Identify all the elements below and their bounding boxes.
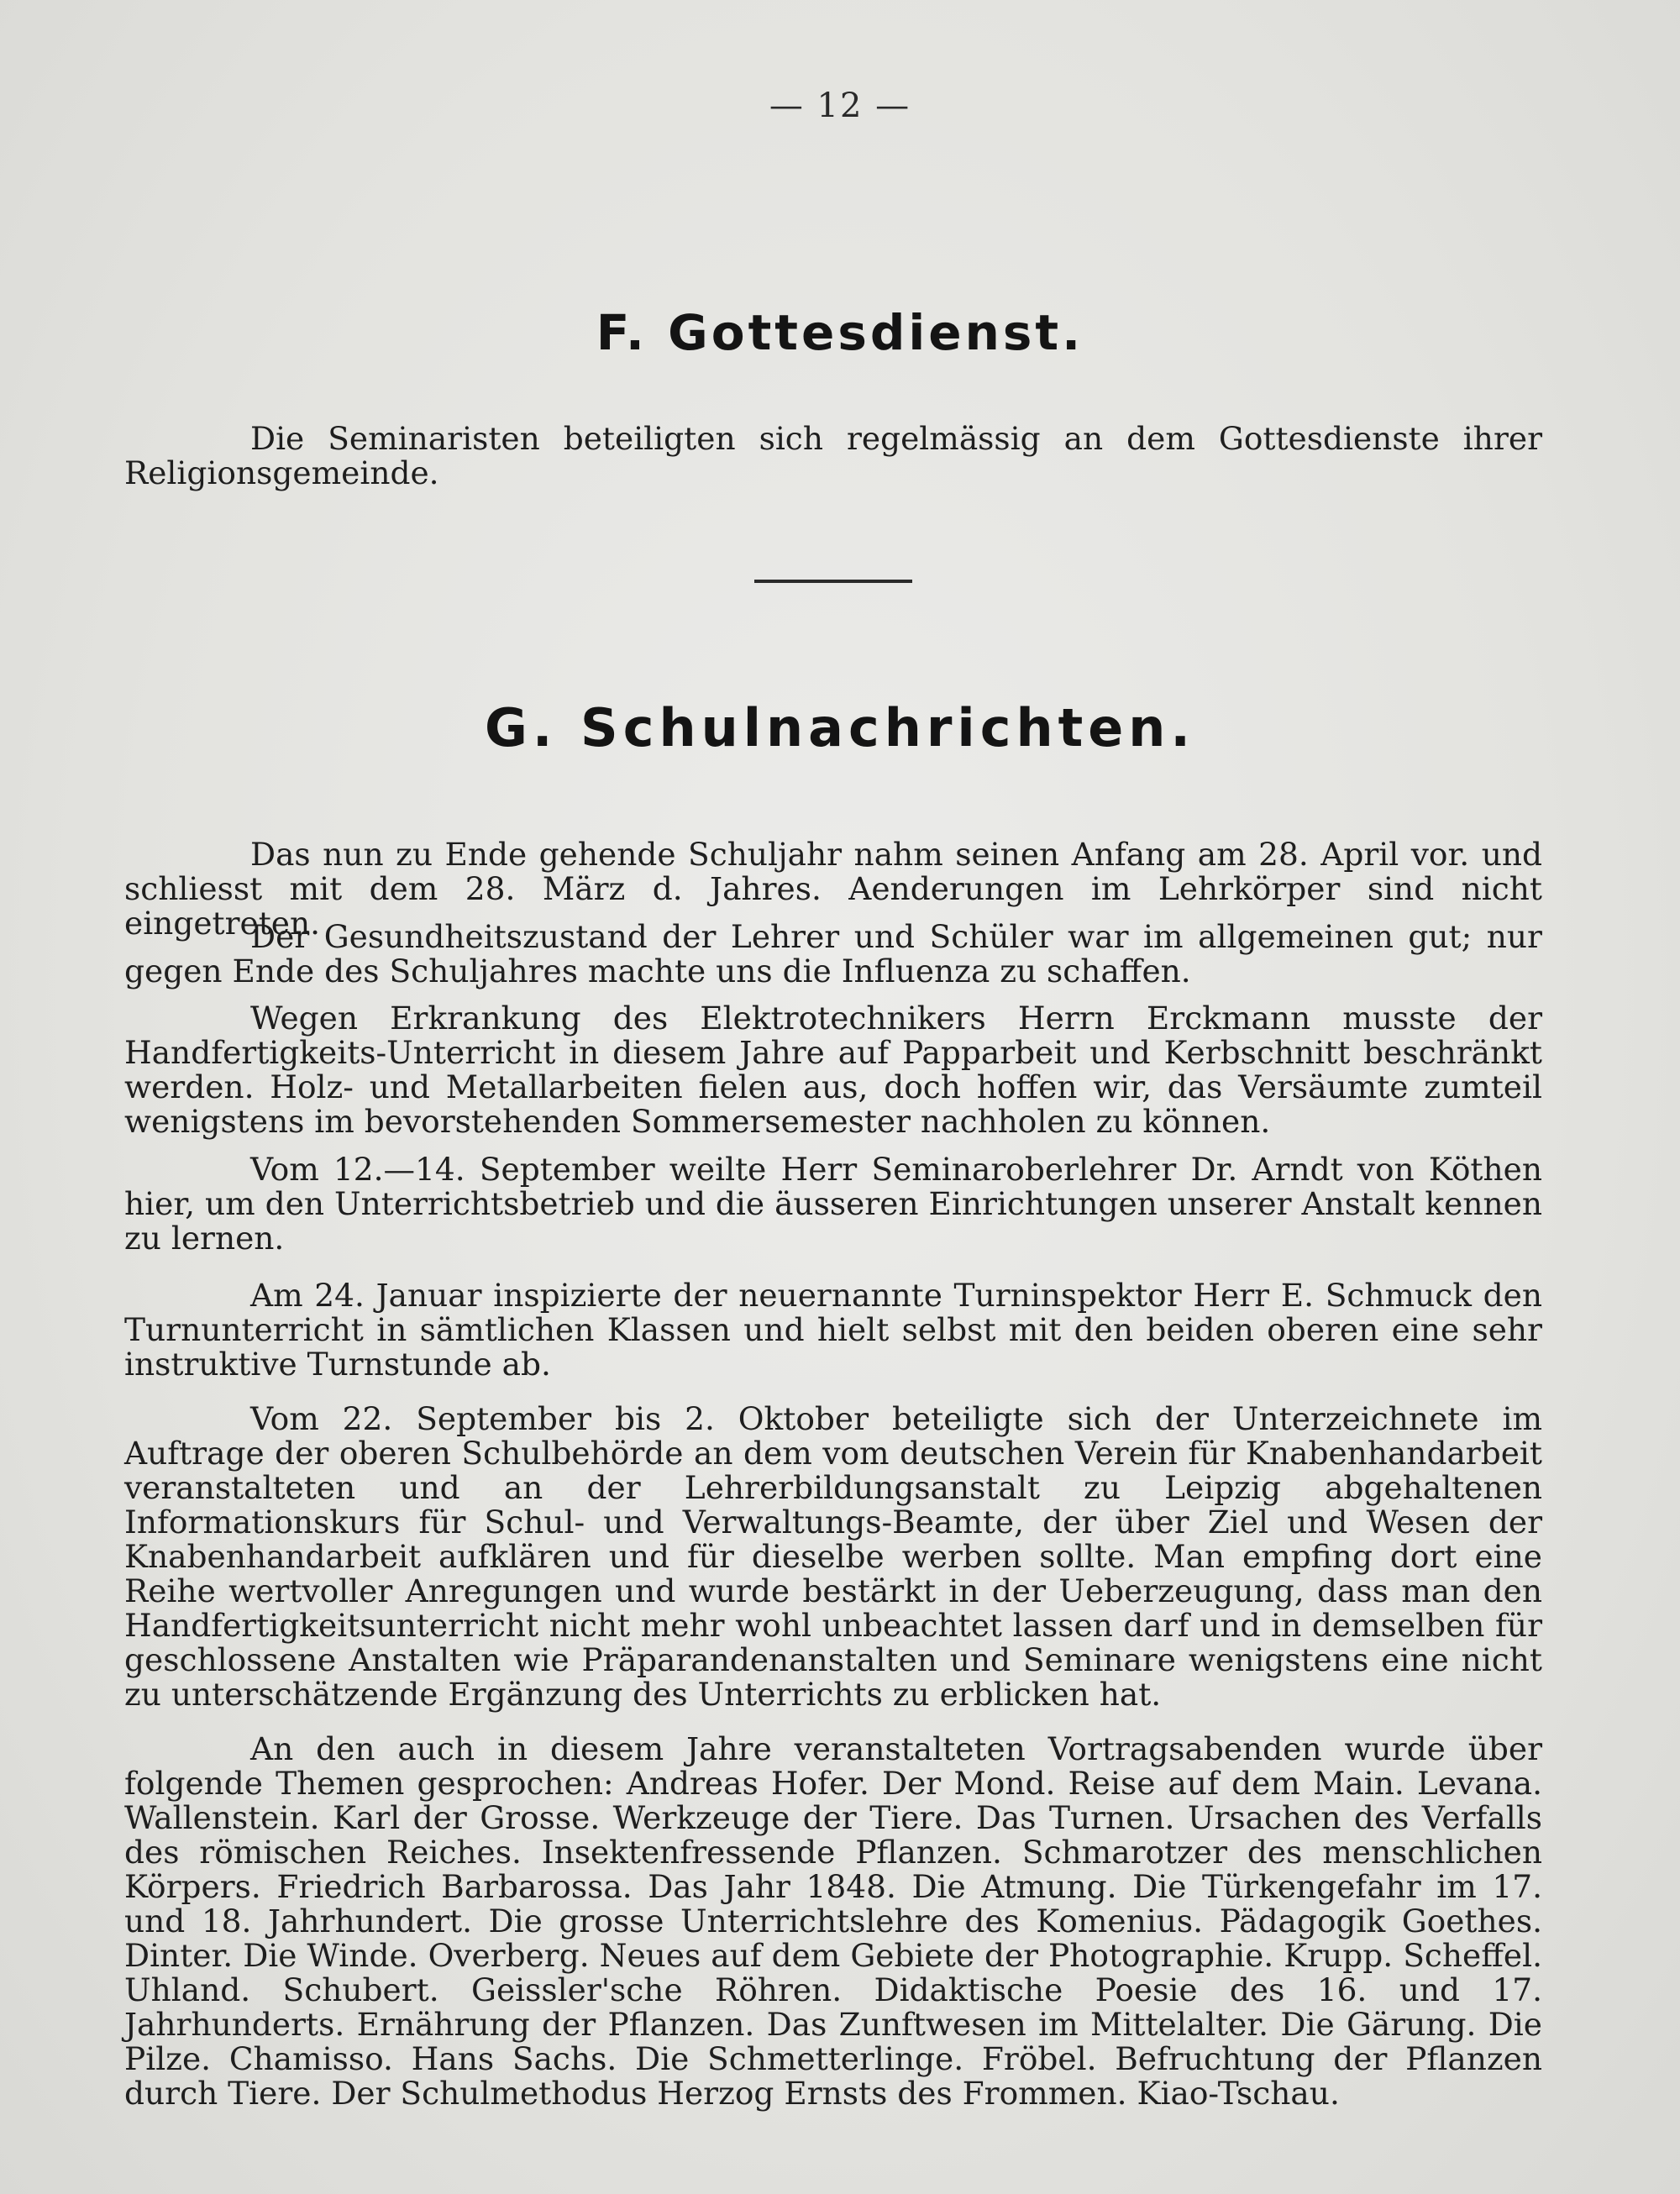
inspection-paragraph: Am 24. Januar inspizierte der neuernannte Turninspektor Herr E. Schmuck den Turnunterricht in sämtlichen Klassen und hielt selbst mit den beiden oberen eine sehr instruktive Turnstunde ab. [124,1277,1542,1383]
visit-paragraph: Vom 12.—14. September weilte Herr Seminaroberlehrer Dr. Arndt von Köthen hier, um den Unterrichtsbetrieb und die äusseren Einrichtungen unserer Anstalt kennen zu lernen. [124,1151,1542,1257]
page-number: — 12 — [769,87,911,125]
lectures-paragraph: An den auch in diesem Jahre veranstalteten Vortragsabenden wurde über folgende Themen gesprochen: Andreas Hofer. Der Mond. Reise auf dem Main. Levana. Wallenstein. Karl der Grosse. Werkzeuge der Tiere. Das Turnen. Ursachen des Verfalls des römischen Reiches. Insektenfressende Pflanzen. Schmarotzer des menschlichen Körpers. Friedrich Barbarossa. Das Jahr 1848. Die Atmung. Die Türkengefahr im 17. und 18. Jahrhundert. Die grosse Unterrichtslehre des Komenius. Pädagogik Goethes. Dinter. Die Winde. Overberg. Neues auf dem Gebiete der Photographie. Krupp. Scheffel. Uhland. Schubert. Geissler'sche Röhren. Didaktische Poesie des 16. und 17. Jahrhunderts. Ernährung der Pflanzen. Das Zunftwesen im Mittelalter. Die Gärung. Die Pilze. Chamisso. Hans Sachs. Die Schmetterlinge. Fröbel. Befruchtung der Pflanzen durch Tiere. Der Schulmethodus Herzog Ernsts des Frommen. Kiao-Tschau. [124,1730,1542,2112]
handicraft-paragraph: Wegen Erkrankung des Elektrotechnikers Herrn Erckmann musste der Handfertigkeits-Unterricht in diesem Jahre auf Papparbeit und Kerbschnitt beschränkt werden. Holz- und Metallarbeiten fielen aus, doch hoffen wir, das Versäumte zumteil wenigstens im bevorstehenden Sommersemester nachholen zu können. [124,1000,1542,1140]
section-divider [754,580,912,583]
section-f-heading: F. Gottesdienst. [596,304,1084,361]
section-f-paragraph: Die Seminaristen beteiligten sich regelmässig an dem Gottesdienste ihrer Religionsgemeinde. [124,420,1542,491]
section-g-heading: G. Schulnachrichten. [485,697,1195,758]
health-paragraph: Der Gesundheitszustand der Lehrer und Schüler war im allgemeinen gut; nur gegen Ende des Schuljahres machte uns die Influenza zu schaffen. [124,918,1542,989]
school-year-paragraph: Das nun zu Ende gehende Schuljahr nahm seinen Anfang am 28. April vor. und schliesst mit dem 28. März d. Jahres. Aenderungen im Lehrkörper sind nicht eingetreten. [124,836,1542,942]
course-paragraph: Vom 22. September bis 2. Oktober beteiligte sich der Unterzeichnete im Auftrage der oberen Schulbehörde an dem vom deutschen Verein für Knabenhandarbeit veranstalteten und an der Lehrerbildungsanstalt zu Leipzig abgehaltenen Informationskurs für Schul- und Verwaltungs-Beamte, der über Ziel und Wesen der Knabenhandarbeit aufklären und für dieselbe werben sollte. Man empfing dort eine Reihe wertvoller Anregungen und wurde bestärkt in der Ueberzeugung, dass man den Handfertigkeitsunterricht nicht mehr wohl unbeachtet lassen darf und in demselben für geschlossene Anstalten wie Präparandenanstalten und Seminare wenigstens eine nicht zu unterschätzende Ergänzung des Unterrichts zu erblicken hat. [124,1400,1542,1713]
